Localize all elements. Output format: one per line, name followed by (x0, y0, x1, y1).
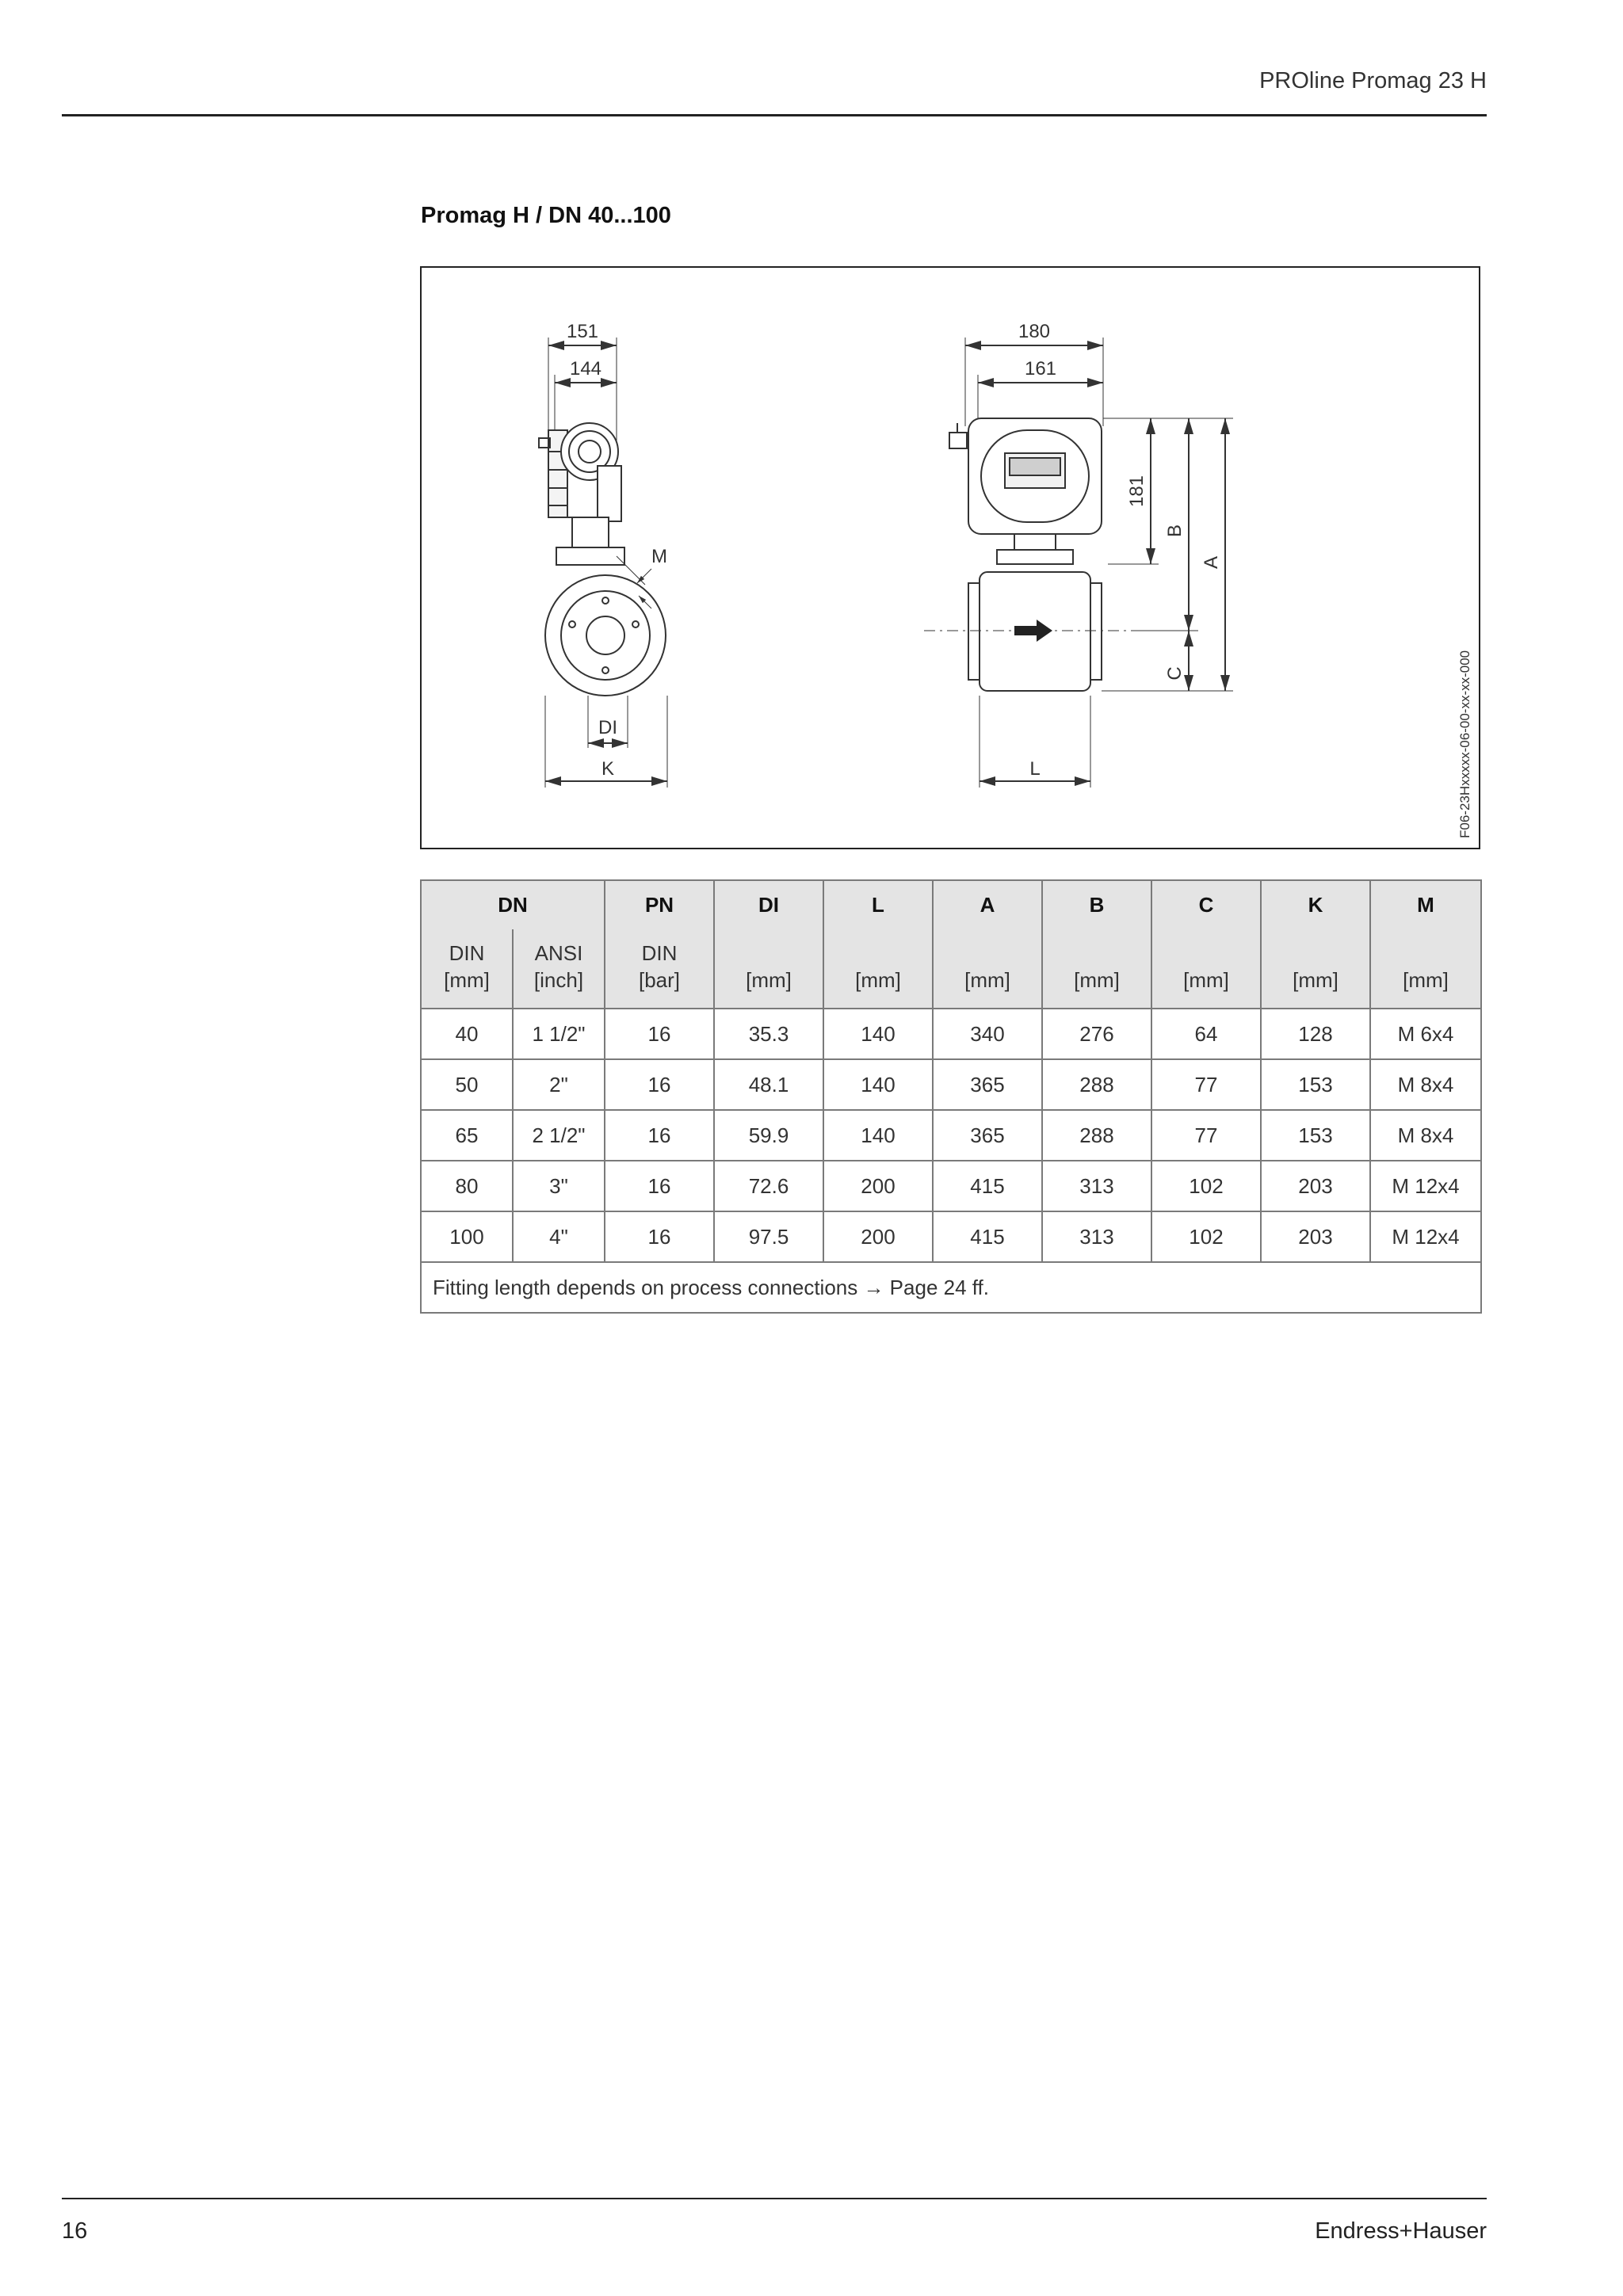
col-header-l: L (823, 880, 933, 929)
table-cell: M 12x4 (1370, 1211, 1481, 1262)
table-cell: M 8x4 (1370, 1059, 1481, 1110)
table-cell: 2" (513, 1059, 605, 1110)
dim-144-label: 144 (569, 358, 602, 379)
table-cell: 59.9 (714, 1110, 823, 1161)
table-cell: 140 (823, 1009, 933, 1059)
subheader-din: DIN [mm] (421, 929, 513, 1009)
front-view-drawing (924, 338, 1233, 788)
unit-di: [mm] (714, 929, 823, 1009)
table-cell: 288 (1042, 1059, 1151, 1110)
table-cell: 128 (1261, 1009, 1370, 1059)
label-b: B (1164, 524, 1186, 538)
label-k: K (601, 758, 615, 780)
table-cell: 276 (1042, 1009, 1151, 1059)
table-cell: 140 (823, 1110, 933, 1161)
unit-l: [mm] (823, 929, 933, 1009)
table-note-row (421, 1262, 1481, 1313)
col-header-m: M (1370, 880, 1481, 929)
table-row (421, 1161, 1481, 1211)
dimensions-table (420, 879, 1482, 1314)
table-cell: 77 (1151, 1110, 1261, 1161)
header-title: PROline Promag 23 H (1259, 68, 1487, 93)
table-row (421, 1110, 1481, 1161)
col-header-b: B (1042, 880, 1151, 929)
table-cell: 203 (1261, 1161, 1370, 1211)
label-a: A (1201, 555, 1222, 570)
table-cell: 313 (1042, 1161, 1151, 1211)
unit-b: [mm] (1042, 929, 1151, 1009)
label-l: L (1029, 758, 1041, 780)
table-cell: 50 (421, 1059, 513, 1110)
table-cell: 203 (1261, 1211, 1370, 1262)
label-di: DI (598, 717, 617, 738)
table-cell: 200 (823, 1211, 933, 1262)
table-cell: 102 (1151, 1161, 1261, 1211)
table-cell: 1 1/2" (513, 1009, 605, 1059)
table-note: Fitting length depends on process connections → Page 24 ff. (421, 1262, 1481, 1313)
subheader-ansi: ANSI [inch] (513, 929, 605, 1009)
table-cell: 313 (1042, 1211, 1151, 1262)
table-cell: 65 (421, 1110, 513, 1161)
table-cell: 2 1/2" (513, 1110, 605, 1161)
table-cell: 16 (605, 1110, 714, 1161)
col-header-pn: PN (605, 880, 714, 929)
table-cell: 16 (605, 1009, 714, 1059)
col-header-dn: DN (421, 880, 605, 929)
label-c: C (1164, 666, 1186, 681)
table-cell: 415 (933, 1161, 1042, 1211)
unit-k: [mm] (1261, 929, 1370, 1009)
table-cell: 16 (605, 1059, 714, 1110)
unit-m: [mm] (1370, 929, 1481, 1009)
table-cell: 64 (1151, 1009, 1261, 1059)
table-cell: 365 (933, 1110, 1042, 1161)
table-row (421, 1059, 1481, 1110)
table-cell: M 12x4 (1370, 1161, 1481, 1211)
label-m: M (651, 546, 667, 567)
table-cell: 415 (933, 1211, 1042, 1262)
table-cell: 288 (1042, 1110, 1151, 1161)
col-header-c: C (1151, 880, 1261, 929)
table-cell: 72.6 (714, 1161, 823, 1211)
table-cell: 77 (1151, 1059, 1261, 1110)
brand-name: Endress+Hauser (1315, 2218, 1487, 2244)
table-cell: 16 (605, 1161, 714, 1211)
table-cell: 102 (1151, 1211, 1261, 1262)
header-rule (62, 114, 1487, 116)
table-units-row (421, 929, 1481, 1009)
dimension-drawing (420, 266, 1480, 849)
table-cell: 48.1 (714, 1059, 823, 1110)
table-cell: 365 (933, 1059, 1042, 1110)
table-cell: 4" (513, 1211, 605, 1262)
table-row (421, 1211, 1481, 1262)
table-cell: 100 (421, 1211, 513, 1262)
unit-a: [mm] (933, 929, 1042, 1009)
col-header-k: K (1261, 880, 1370, 929)
table-cell: 340 (933, 1009, 1042, 1059)
footer-rule (62, 2198, 1487, 2199)
table-cell: 153 (1261, 1059, 1370, 1110)
dim-151-label: 151 (566, 321, 599, 342)
table-row (421, 1009, 1481, 1059)
unit-c: [mm] (1151, 929, 1261, 1009)
table-cell: M 6x4 (1370, 1009, 1481, 1059)
table-cell: 140 (823, 1059, 933, 1110)
section-title: Promag H / DN 40...100 (421, 203, 671, 228)
table-cell: 200 (823, 1161, 933, 1211)
dim-180-label: 180 (1018, 321, 1051, 342)
table-cell: 16 (605, 1211, 714, 1262)
table-cell: M 8x4 (1370, 1110, 1481, 1161)
figure-id: F06-23Hxxxxx-06-00-xx-xx-000 (1457, 650, 1472, 838)
table-cell: 153 (1261, 1110, 1370, 1161)
table-cell: 80 (421, 1161, 513, 1211)
page-number: 16 (62, 2218, 88, 2244)
table-header-row (421, 880, 1481, 929)
table-cell: 40 (421, 1009, 513, 1059)
table-cell: 97.5 (714, 1211, 823, 1262)
col-header-di: DI (714, 880, 823, 929)
table-cell: 35.3 (714, 1009, 823, 1059)
dim-161-label: 161 (1024, 358, 1057, 379)
col-header-a: A (933, 880, 1042, 929)
dim-181-label: 181 (1126, 475, 1148, 508)
table-cell: 3" (513, 1161, 605, 1211)
subheader-pn: DIN [bar] (605, 929, 714, 1009)
